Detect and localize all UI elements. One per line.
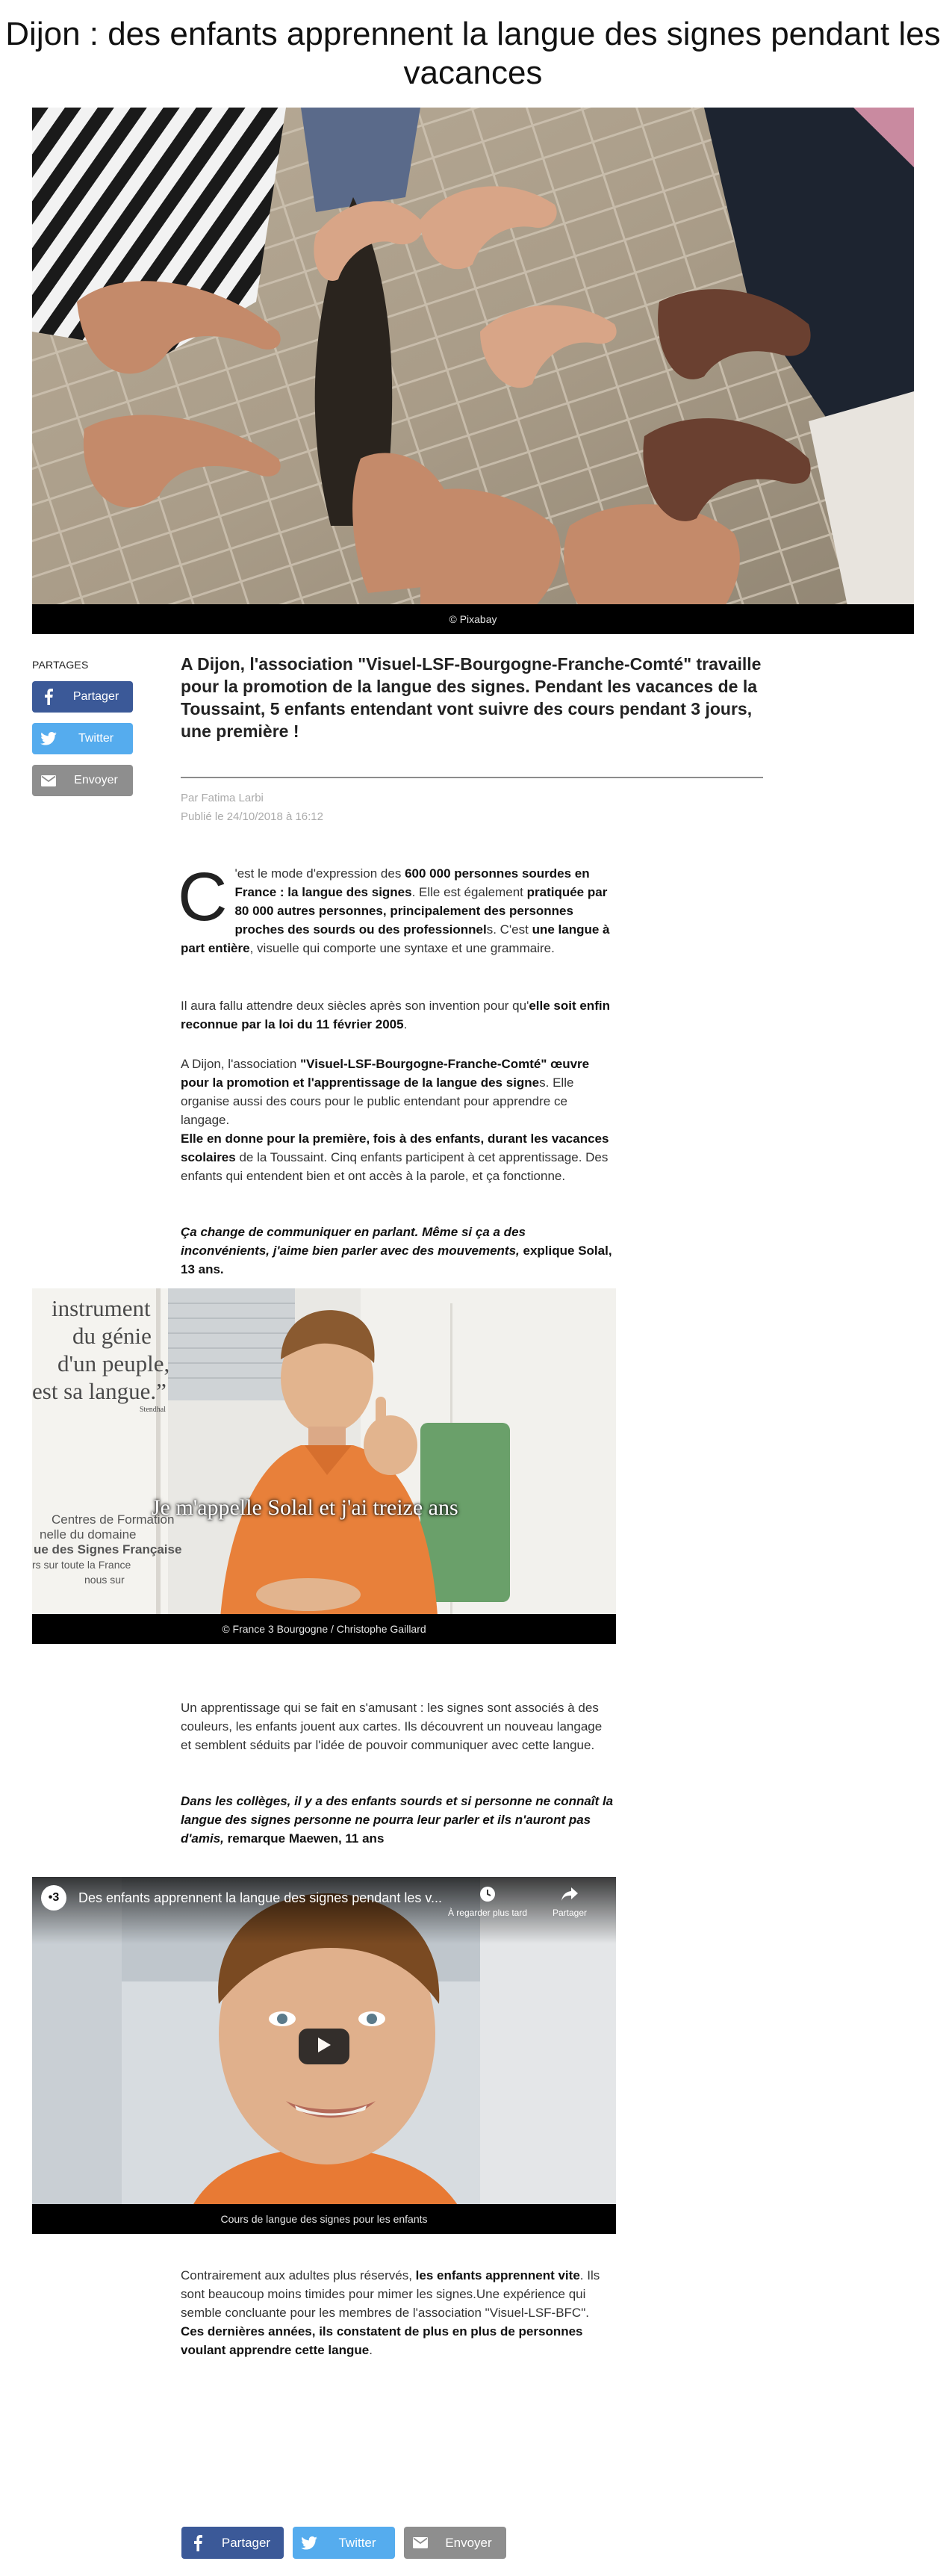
paragraph-2: Il aura fallu attendre deux siècles après son invention pour qu'elle soit enfin reconnue par la loi du 11 février 2005. — [181, 999, 610, 1031]
paragraph-4: Elle en donne pour la première, fois à des enfants, durant les vacances scolaires de la Toussaint. Cinq enfants participent à cet apprentissage. Des enfants qui entendent bien et ont accès à la parole, et ça fonctionne. — [181, 1132, 609, 1183]
play-icon — [317, 2037, 332, 2057]
article-date: Publié le 24/10/2018 à 16:12 — [181, 810, 323, 823]
share-arrow-icon — [561, 1886, 579, 1906]
facebook-share-button-bottom[interactable] — [181, 2527, 284, 2559]
facebook-icon — [32, 689, 65, 705]
envelope-icon — [404, 2537, 437, 2548]
watch-later-button[interactable] — [446, 1886, 529, 1918]
facebook-share-label: Partager — [221, 2535, 271, 2550]
twitter-icon — [293, 2536, 326, 2550]
facebook-share-button[interactable] — [32, 681, 133, 713]
hero-caption: © Pixabay — [32, 604, 914, 634]
video-subtitle: Je m'appelle Solal et j'ai treize ans — [152, 1495, 458, 1520]
twitter-share-button-bottom[interactable] — [293, 2527, 395, 2559]
play-button[interactable] — [299, 2029, 349, 2064]
shares-label: PARTAGES — [32, 659, 89, 671]
article-lead: A Dijon, l'association "Visuel-LSF-Bourgogne-Franche-Comté" travaille pour la promotion de la langue des signes. Pendant les vacances de la Toussaint, 5 enfants entendant vont suivre des cours pendant 3 jours, une première ! — [181, 654, 762, 741]
facebook-icon — [181, 2535, 214, 2551]
channel-badge[interactable]: •3 — [41, 1885, 66, 1911]
email-share-button[interactable] — [32, 765, 133, 796]
email-share-button-bottom[interactable] — [404, 2527, 506, 2559]
poster-lower-text: Centres de Formation nelle du domaine ue des Signes Française rs sur toute la France nous sur — [32, 1512, 182, 1586]
twitter-share-label: Twitter — [78, 732, 114, 745]
email-share-label: Envoyer — [445, 2535, 492, 2550]
article-title: Dijon : des enfants apprennent la langue des signes pendant les vacances — [5, 16, 941, 91]
envelope-icon — [32, 775, 65, 786]
paragraph-3: A Dijon, l'association "Visuel-LSF-Bourgogne-Franche-Comté" œuvre pour la promotion et l'apprentissage de la langue des signes. Elle organise aussi des cours pour le public entendant pour apprendre ce langage. — [181, 1057, 590, 1127]
video-share-button[interactable] — [540, 1886, 600, 1918]
hero-photo — [32, 108, 914, 634]
twitter-share-label: Twitter — [338, 2535, 376, 2550]
paragraph-6: Contrairement aux adultes plus réservés, les enfants apprennent vite. Ils sont beaucoup moins timides pour mimer les signes.Une expérience qui semble concluante pour les membres de l'association "Visuel-LSF-BFC". Ces dernières années, ils constatent de plus en plus de personnes voulant apprendre cette langue. — [181, 2268, 600, 2357]
poster-quote: instrument du génie d'un peuple, est sa langue.” Stendhal — [32, 1295, 170, 1414]
solal-photo — [32, 1288, 616, 1644]
watch-later-label: À regarder plus tard — [447, 1908, 528, 1918]
video-caption: Cours de langue des signes pour les enfants — [32, 2204, 616, 2234]
facebook-share-label: Partager — [72, 690, 119, 703]
article-author: Par Fatima Larbi — [181, 792, 264, 804]
quote-maewen: Dans les collèges, il y a des enfants sourds et si personne ne connaît la langue des signes personne ne pourra leur parler et ils n'auront pas d'amis, remarque Maewen, 11 ans — [181, 1794, 614, 1846]
twitter-share-button[interactable] — [32, 723, 133, 754]
clock-icon — [479, 1886, 496, 1906]
video-player[interactable] — [32, 1877, 616, 2234]
email-share-label: Envoyer — [74, 774, 118, 786]
video-share-label: Partager — [552, 1908, 588, 1918]
hands-photo-illustration — [32, 108, 914, 634]
quote-solal: Ça change de communiquer en parlant. Même si ça a des inconvénients, j'aime bien parler avec des mouvements, explique Solal, 13 ans. — [181, 1225, 612, 1276]
lead-divider — [181, 777, 763, 778]
paragraph-5: Un apprentissage qui se fait en s'amusant : les signes sont associés à des couleurs, les enfants jouent aux cartes. Ils découvrent un nouveau langage et semblent séduits par l'idée de pouvoir communiquer avec cette langue. — [181, 1701, 603, 1752]
paragraph-1: C 'est le mode d'expression des 600 000 personnes sourdes en France : la langue des signes. Elle est également pratiquée par 80 000 autres personnes, principalement des personnes proches des sourds ou des professionnels. C'est une langue à part entière, visuelle qui comporte une syntaxe et une grammaire. — [178, 859, 610, 955]
video-title[interactable]: Des enfants apprennent la langue des signes pendant les v... — [78, 1890, 443, 1905]
solal-photo-caption: © France 3 Bourgogne / Christophe Gaillard — [32, 1614, 616, 1644]
twitter-icon — [32, 732, 65, 745]
drop-cap: C — [178, 859, 228, 935]
